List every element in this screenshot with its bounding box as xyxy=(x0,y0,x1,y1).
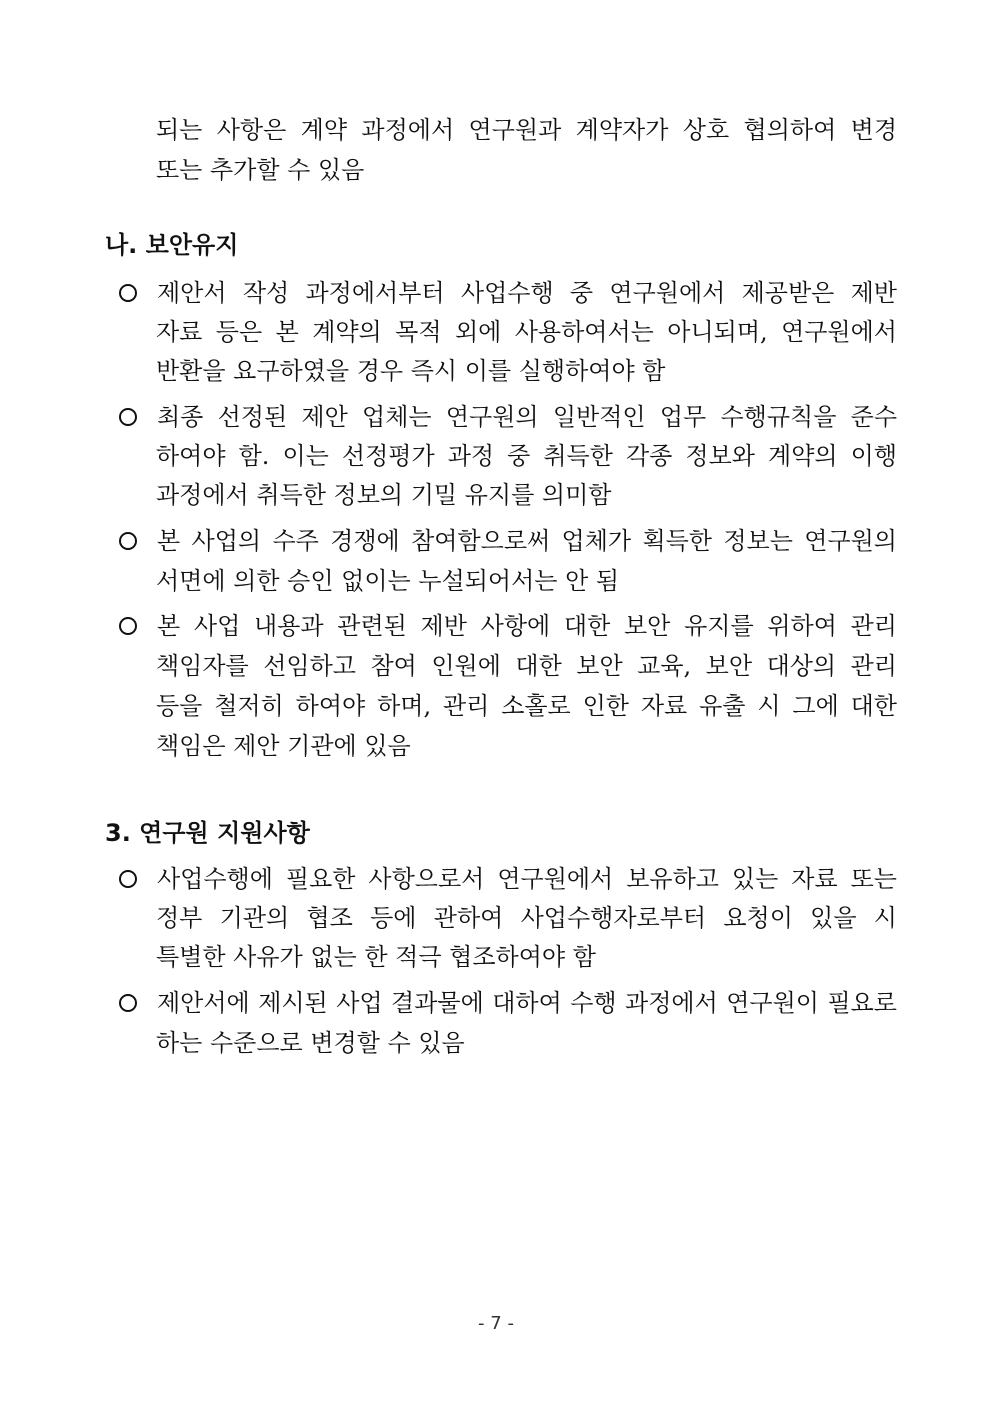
intro-line-2: 또는 추가할 수 있음 xyxy=(156,156,365,184)
support-item-1-line-2: 정부 기관의 협조 등에 관하여 사업수행자로부터 요청이 있을 시 xyxy=(156,904,897,932)
hollow-circle-bullet-icon xyxy=(116,273,140,313)
security-item-2-line-1: 최종 선정된 제안 업체는 연구원의 일반적인 업무 수행규칙을 준수 xyxy=(157,403,897,431)
support-item-2-line-1: 제안서에 제시된 사업 결과물에 대하여 수행 과정에서 연구원이 필요로 xyxy=(157,989,897,1017)
security-item-4-line-3: 등을 철저히 하여야 하며, 관리 소홀로 인한 자료 유출 시 그에 대한 xyxy=(156,692,897,720)
security-item-1-line-2: 자료 등은 본 계약의 목적 외에 사용하여서는 아니되며, 연구원에서 xyxy=(156,318,897,346)
security-item-4-line-4: 책임은 제안 기관에 있음 xyxy=(156,732,411,760)
support-item-1-line-3: 특별한 사유가 없는 한 적극 협조하여야 함 xyxy=(156,943,596,971)
hollow-circle-bullet-icon xyxy=(116,606,140,646)
support-item-1-line-1: 사업수행에 필요한 사항으로서 연구원에서 보유하고 있는 자료 또는 xyxy=(157,865,897,893)
hollow-circle-bullet-icon xyxy=(116,983,140,1023)
security-item-1-line-1: 제안서 작성 과정에서부터 사업수행 중 연구원에서 제공받은 제반 xyxy=(157,279,897,307)
security-item-4-line-1: 본 사업 내용과 관련된 제반 사항에 대한 보안 유지를 위하여 관리 xyxy=(157,612,897,640)
hollow-circle-bullet-icon xyxy=(116,521,140,561)
security-item-3-line-1: 본 사업의 수주 경쟁에 참여함으로써 업체가 획득한 정보는 연구원의 xyxy=(157,527,897,555)
support-item-2-line-2: 하는 수준으로 변경할 수 있음 xyxy=(156,1029,465,1057)
hollow-circle-bullet-icon xyxy=(116,397,140,437)
security-item-4-line-2: 책임자를 선임하고 참여 인원에 대한 보안 교육, 보안 대상의 관리 xyxy=(156,652,897,680)
security-item-1-line-3: 반환을 요구하였을 경우 즉시 이를 실행하여야 함 xyxy=(156,357,666,385)
page-number: - 7 - xyxy=(478,1313,514,1334)
hollow-circle-bullet-icon xyxy=(116,859,140,899)
intro-line-1: 되는 사항은 계약 과정에서 연구원과 계약자가 상호 협의하여 변경 xyxy=(156,116,897,144)
security-item-2-line-3: 과정에서 취득한 정보의 기밀 유지를 의미함 xyxy=(156,481,612,509)
security-item-2-line-2: 하여야 함. 이는 선정평가 과정 중 취득한 각종 정보와 계약의 이행 xyxy=(156,442,897,470)
section-heading-support: 3. 연구원 지원사항 xyxy=(105,819,310,847)
section-heading-security: 나. 보안유지 xyxy=(105,231,239,259)
security-item-3-line-2: 서면에 의한 승인 없이는 누설되어서는 안 됨 xyxy=(156,567,620,595)
